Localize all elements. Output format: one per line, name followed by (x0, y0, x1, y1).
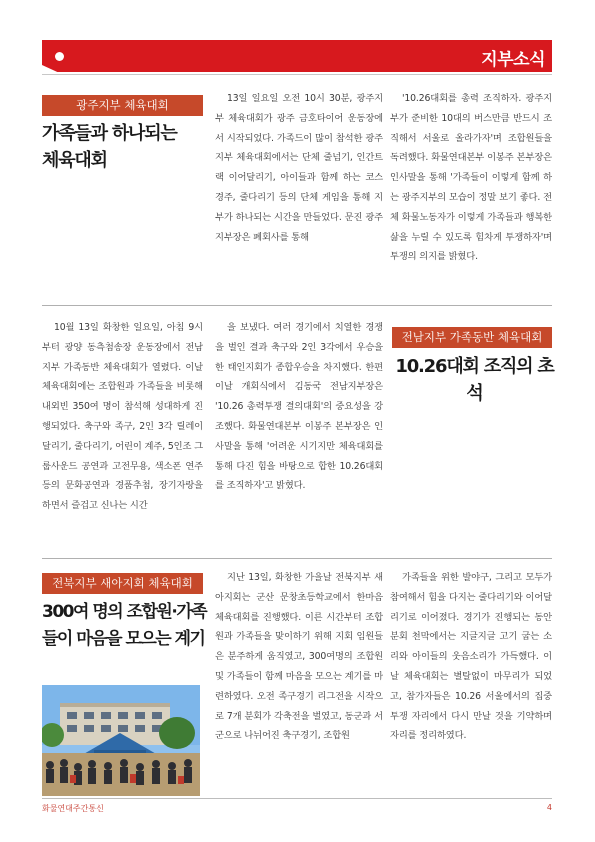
article-1-label: 광주지부 체육대회 (42, 95, 203, 116)
article-1-column-1: 13일 일요일 오전 10시 30분, 광주지부 체육대회가 광주 금호타이어 운동장에서 시작되었다. 가족드이 많이 참석한 광주지부 체육대회에서는 단체 줄넘기, 인간트랙 이어달리기, 아이들과 함께 하는 코스 경주, 줄다리기 등의 단체 게임을 통해 지부가 하나되는 시간을 만들었다. 문진 광주지부장은 폐회사를 통해 (215, 93, 383, 243)
article-2-label: 전남지부 가족동반 체육대회 (392, 327, 552, 348)
bullet-dot-icon (55, 52, 64, 61)
article-1-column-2: '10.26대회를 총력 조직하자. 광주지부가 준비한 10대의 버스만큼 반드시 조직해서 서울로 올라가자'며 조합원들을 독려했다. 화물연대본부 이봉주 본부장은 인사말을 통해 '가족들이 이렇게 함께 하는 광주지부의 모습이 정말 보기 좋다. 전체 화물노동자가 이렇게 가족들과 행복한 삶을 누릴 수 있도록 힘차게 투쟁하자'며 투쟁의 의지를 밝혔다. (390, 93, 552, 263)
section-title: 지부소식 (481, 50, 545, 70)
footer-divider (42, 798, 552, 799)
article-2-column-1: 10월 13일 화창한 일요일, 아침 9시부터 광양 동측첨송장 운동장에서 전남지부 가족동반 체육대회가 열렸다. 이날 체육대회에는 조합원과 가족들을 비롯해 내외빈 350여 명이 참석해 성대하게 진행되었다. 축구와 족구, 2인 3각 릴레이 달리기, 줄다리기, 어린이 계주, 5인조 그룹사운드 공연과 고전무용, 색소폰 연주 등의 문화공연과 경품추첨, 장기자랑을 하면서 즐겁고 신나는 시간 (42, 322, 203, 512)
article-3-column-1: 지난 13일, 화창한 가을날 전북지부 새아지회는 군산 문창초등학교에서 한마음 체육대회를 진행했다. 이른 시간부터 조합원과 가족들을 맞이하기 위해 지회 임원들은 분주하게 움직였고, 300여명의 조합원 및 가족들이 함께 마음을 모으는 계기를 마련하였다. 오전 족구경기 리그전을 시작으로 7개 분회가 각축전을 벌였고, 동군과 서군으로 나뉘어진 축구경기, 조합원 (215, 572, 383, 742)
article-3-headline: 300여 명의 조합원·가족 들이 마음을 모으는 계기 (42, 602, 207, 649)
section-header-bar (42, 40, 552, 72)
article-2-headline: 10.26대회 조직의 초석 (395, 356, 554, 404)
article-divider (42, 305, 552, 306)
header-divider (42, 74, 552, 75)
article-divider (42, 558, 552, 559)
page-number: 4 (546, 803, 552, 812)
article-3-label: 전북지부 새아지회 체육대회 (42, 573, 203, 594)
publication-name: 화물연대주간통신 (42, 804, 104, 813)
article-3-column-2: 가족들을 위한 발야구, 그리고 모두가 참여해서 힘을 다지는 줄다리기와 이어달리기로 이어졌다. 경기가 진행되는 동안 분회 천막에서는 지글지글 고기 굽는 소리와 아이들의 웃음소리가 가득했다. 이 날 체육대회는 별탈없이 마무리가 되었고, 참가자들은 10.26 서울에서의 집중투쟁 자리에서 다시 만날 것을 기약하며 자리를 정리하였다. (390, 572, 552, 742)
article-1-headline: 가족들과 하나되는 체육대회 (42, 123, 177, 171)
event-photo (42, 685, 200, 796)
article-2-column-2: 을 보냈다. 여러 경기에서 치열한 경쟁을 벌인 결과 축구와 2인 3각에서 우승을 한 태인지회가 종합우승을 차지했다. 한편 이날 개회식에서 김동국 전남지부장은 '10.26 총력투쟁 결의대회'의 중요성을 강조했다. 화물연대본부 이봉주 본부장은 인사말을 통해 '어려운 시기지만 체육대회를 통해 다진 힘을 바탕으로 합한 10.26대회를 조직하자'고 밝혔다. (215, 322, 383, 492)
